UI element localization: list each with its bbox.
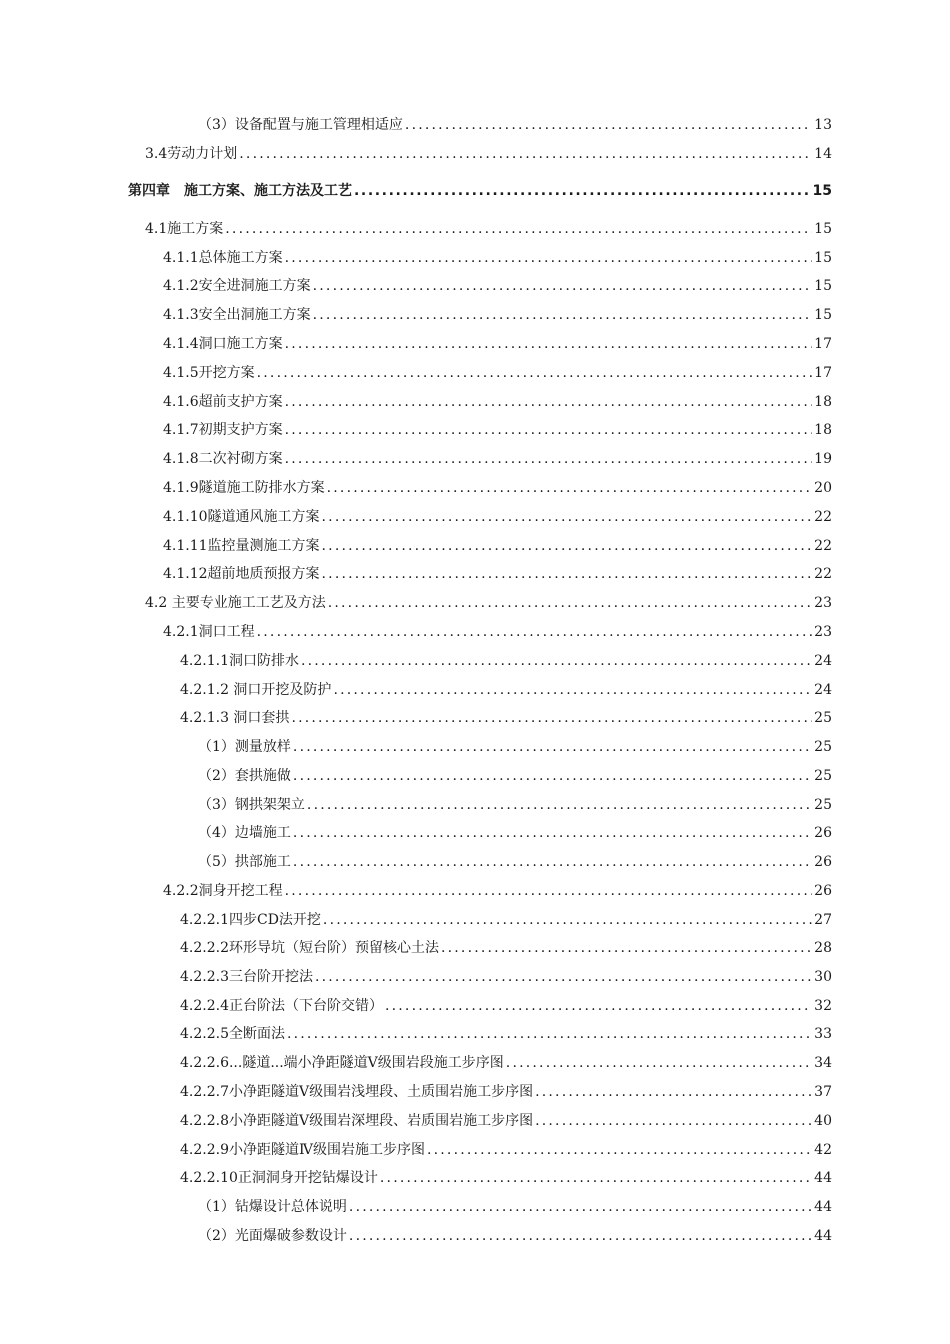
toc-page-number: 44 [814, 1199, 832, 1215]
toc-entry-label: 4.2.2.4正台阶法（下台阶交错） [180, 998, 383, 1014]
toc-entry[interactable] [163, 882, 832, 900]
toc-page-number: 15 [814, 250, 832, 266]
toc-page-number: 18 [814, 422, 832, 438]
toc-page-number: 25 [814, 797, 832, 813]
toc-dot-leader [405, 116, 812, 134]
toc-dot-leader [285, 335, 813, 353]
toc-entry-label: 4.2.2.9小净距隧道Ⅳ级围岩施工步序图 [180, 1142, 425, 1158]
toc-dot-leader [293, 824, 812, 842]
toc-entry[interactable] [163, 537, 832, 555]
toc-page-number: 28 [814, 940, 832, 956]
toc-entry-label: 4.2.2.7小净距隧道Ⅴ级围岩浅埋段、土质围岩施工步序图 [180, 1084, 534, 1100]
toc-entry-label: 4.1.5开挖方案 [163, 365, 255, 381]
toc-page-number: 26 [814, 825, 832, 841]
toc-dot-leader [293, 853, 812, 871]
toc-entry[interactable] [198, 116, 832, 134]
toc-dot-leader [441, 939, 812, 957]
toc-dot-leader [333, 681, 812, 699]
toc-entry[interactable] [180, 1025, 832, 1043]
toc-page-number: 33 [814, 1026, 832, 1042]
toc-dot-leader [239, 145, 812, 163]
toc-page-number: 14 [814, 146, 832, 162]
toc-dot-leader [506, 1054, 812, 1072]
toc-dot-leader [535, 1083, 812, 1101]
toc-page-number: 22 [814, 566, 832, 582]
toc-page-number: 23 [814, 624, 832, 640]
toc-entry[interactable] [198, 853, 832, 871]
toc-dot-leader [327, 479, 813, 497]
toc-entry[interactable] [180, 1083, 832, 1101]
toc-entry-label: 4.1.12超前地质预报方案 [163, 566, 320, 582]
toc-page-number: 20 [814, 480, 832, 496]
toc-page-number: 17 [814, 365, 832, 381]
toc-page-number: 15 [814, 307, 832, 323]
toc-entry-label: 4.2.1.2 洞口开挖及防护 [180, 682, 332, 698]
toc-entry-label: 4.2.2洞身开挖工程 [163, 883, 283, 899]
toc-entry[interactable] [180, 968, 832, 986]
toc-dot-leader [354, 182, 811, 200]
toc-entry-label: 4.2.2.1四步CD法开挖 [180, 912, 321, 928]
toc-page-number: 25 [814, 710, 832, 726]
toc-page-number: 27 [814, 912, 832, 928]
toc-entry[interactable] [163, 623, 832, 641]
toc-page-number: 22 [814, 538, 832, 554]
toc-entry[interactable] [163, 565, 832, 583]
toc-dot-leader [349, 1198, 812, 1216]
toc-dot-leader [257, 364, 813, 382]
toc-entry-label: 4.2.2.2环形导坑（短台阶）预留核心土法 [180, 940, 439, 956]
toc-entry[interactable] [180, 911, 832, 929]
toc-page-number: 22 [814, 509, 832, 525]
toc-entry[interactable] [180, 997, 832, 1015]
toc-dot-leader [293, 767, 812, 785]
toc-entry[interactable] [163, 421, 832, 439]
toc-entry[interactable] [163, 393, 832, 411]
toc-entry-label: 4.1.9隧道施工防排水方案 [163, 480, 325, 496]
toc-entry[interactable] [145, 145, 832, 163]
toc-entry-label: （3）钢拱架架立 [198, 797, 305, 813]
toc-dot-leader [285, 882, 813, 900]
toc-page-number: 37 [814, 1084, 832, 1100]
toc-entry[interactable] [145, 220, 832, 238]
toc-entry-label: （4）边墙施工 [198, 825, 291, 841]
toc-entry[interactable] [198, 824, 832, 842]
toc-dot-leader [315, 968, 812, 986]
toc-dot-leader [225, 220, 812, 238]
toc-entry-label: （5）拱部施工 [198, 854, 291, 870]
toc-entry-label: 4.1.6超前支护方案 [163, 394, 283, 410]
toc-page-number: 24 [814, 653, 832, 669]
toc-dot-leader [257, 623, 813, 641]
toc-entry[interactable] [180, 1169, 832, 1187]
toc-page-number: 40 [814, 1113, 832, 1129]
toc-page-number: 17 [814, 336, 832, 352]
toc-entry[interactable] [180, 681, 832, 699]
toc-dot-leader [322, 508, 813, 526]
toc-entry-label: 4.1.3安全出洞施工方案 [163, 307, 311, 323]
toc-page-number: 15 [814, 221, 832, 237]
toc-entry[interactable] [163, 249, 832, 267]
toc-page-number: 15 [812, 183, 832, 199]
toc-entry[interactable] [180, 1141, 832, 1159]
toc-entry-label: 4.2.2.6...隧道...端小净距隧道Ⅴ级围岩段施工步序图 [180, 1055, 504, 1071]
toc-entry-label: 3.4劳动力计划 [145, 146, 238, 162]
toc-page-number: 19 [814, 451, 832, 467]
toc-entry[interactable] [180, 1054, 832, 1072]
toc-entry-label: （2）套拱施做 [198, 768, 291, 784]
toc-entry-label: （3）设备配置与施工管理相适应 [198, 117, 403, 133]
toc-dot-leader [301, 652, 812, 670]
toc-dot-leader [285, 421, 813, 439]
toc-entry-label: 4.2.2.3三台阶开挖法 [180, 969, 313, 985]
toc-dot-leader [291, 709, 812, 727]
toc-page-number: 34 [814, 1055, 832, 1071]
toc-entry[interactable] [180, 652, 832, 670]
toc-entry-label: 4.2.2.5全断面法 [180, 1026, 285, 1042]
toc-entry[interactable] [198, 738, 832, 756]
toc-entry[interactable] [163, 479, 832, 497]
toc-dot-leader [285, 393, 813, 411]
toc-page-number: 26 [814, 883, 832, 899]
toc-entry-label: （2）光面爆破参数设计 [198, 1228, 347, 1244]
toc-entry[interactable] [180, 939, 832, 957]
toc-dot-leader [535, 1112, 812, 1130]
toc-dot-leader [380, 1169, 812, 1187]
toc-entry-label: 4.1.1总体施工方案 [163, 250, 283, 266]
toc-entry[interactable] [163, 364, 832, 382]
toc-page-number: 25 [814, 768, 832, 784]
toc-entry-label: 4.2.1.1洞口防排水 [180, 653, 299, 669]
toc-page-number: 26 [814, 854, 832, 870]
toc-page-number: 32 [814, 998, 832, 1014]
toc-entry[interactable] [180, 709, 832, 727]
toc-dot-leader [322, 565, 813, 583]
toc-dot-leader [322, 537, 813, 555]
toc-dot-leader [313, 277, 813, 295]
toc-entry-label: 4.1.7初期支护方案 [163, 422, 283, 438]
toc-entry[interactable] [163, 306, 832, 324]
toc-entry[interactable] [163, 335, 832, 353]
toc-entry[interactable] [198, 767, 832, 785]
toc-entry-label: （1）测量放样 [198, 739, 291, 755]
toc-entry-label: 4.2 主要专业施工工艺及方法 [145, 595, 326, 611]
toc-entry[interactable] [180, 1112, 832, 1130]
toc-page-number: 25 [814, 739, 832, 755]
toc-page-number: 30 [814, 969, 832, 985]
toc-entry[interactable] [163, 450, 832, 468]
toc-dot-leader [328, 594, 812, 612]
toc-dot-leader [293, 738, 812, 756]
toc-entry-label: 4.2.2.8小净距隧道Ⅴ级围岩深埋段、岩质围岩施工步序图 [180, 1113, 534, 1129]
toc-dot-leader [349, 1227, 812, 1245]
toc-entry-label: 4.1.2安全进洞施工方案 [163, 278, 311, 294]
toc-entry-label: 4.1.8二次衬砌方案 [163, 451, 283, 467]
toc-page-number: 13 [814, 117, 832, 133]
toc-entry-label: 4.1.11监控量测施工方案 [163, 538, 320, 554]
toc-entry-label: 4.1施工方案 [145, 221, 224, 237]
toc-dot-leader [307, 796, 812, 814]
toc-entry[interactable] [198, 1198, 832, 1216]
toc-dot-leader [285, 249, 813, 267]
toc-chapter-entry[interactable] [128, 182, 832, 200]
toc-page-number: 15 [814, 278, 832, 294]
toc-entry[interactable] [198, 796, 832, 814]
toc-entry[interactable] [145, 594, 832, 612]
toc-entry-label: 4.1.4洞口施工方案 [163, 336, 283, 352]
toc-dot-leader [285, 450, 813, 468]
toc-entry[interactable] [163, 277, 832, 295]
toc-entry-label: 4.2.1洞口工程 [163, 624, 255, 640]
toc-page-number: 23 [814, 595, 832, 611]
toc-entry-label: 4.1.10隧道通风施工方案 [163, 509, 320, 525]
toc-dot-leader [323, 911, 812, 929]
toc-page-number: 44 [814, 1228, 832, 1244]
toc-dot-leader [287, 1025, 812, 1043]
toc-entry-label: 4.2.1.3 洞口套拱 [180, 710, 290, 726]
toc-entry[interactable] [163, 508, 832, 526]
toc-page-number: 44 [814, 1170, 832, 1186]
toc-entry[interactable] [198, 1227, 832, 1245]
toc-entry-label: （1）钻爆设计总体说明 [198, 1199, 347, 1215]
toc-page-number: 42 [814, 1142, 832, 1158]
toc-entry-label: 4.2.2.10正洞洞身开挖钻爆设计 [180, 1170, 378, 1186]
toc-page-number: 18 [814, 394, 832, 410]
toc-dot-leader [385, 997, 812, 1015]
toc-page-number: 24 [814, 682, 832, 698]
toc-entry-label: 第四章 施工方案、施工方法及工艺 [128, 183, 352, 199]
toc-dot-leader [313, 306, 813, 324]
toc-dot-leader [427, 1141, 812, 1159]
